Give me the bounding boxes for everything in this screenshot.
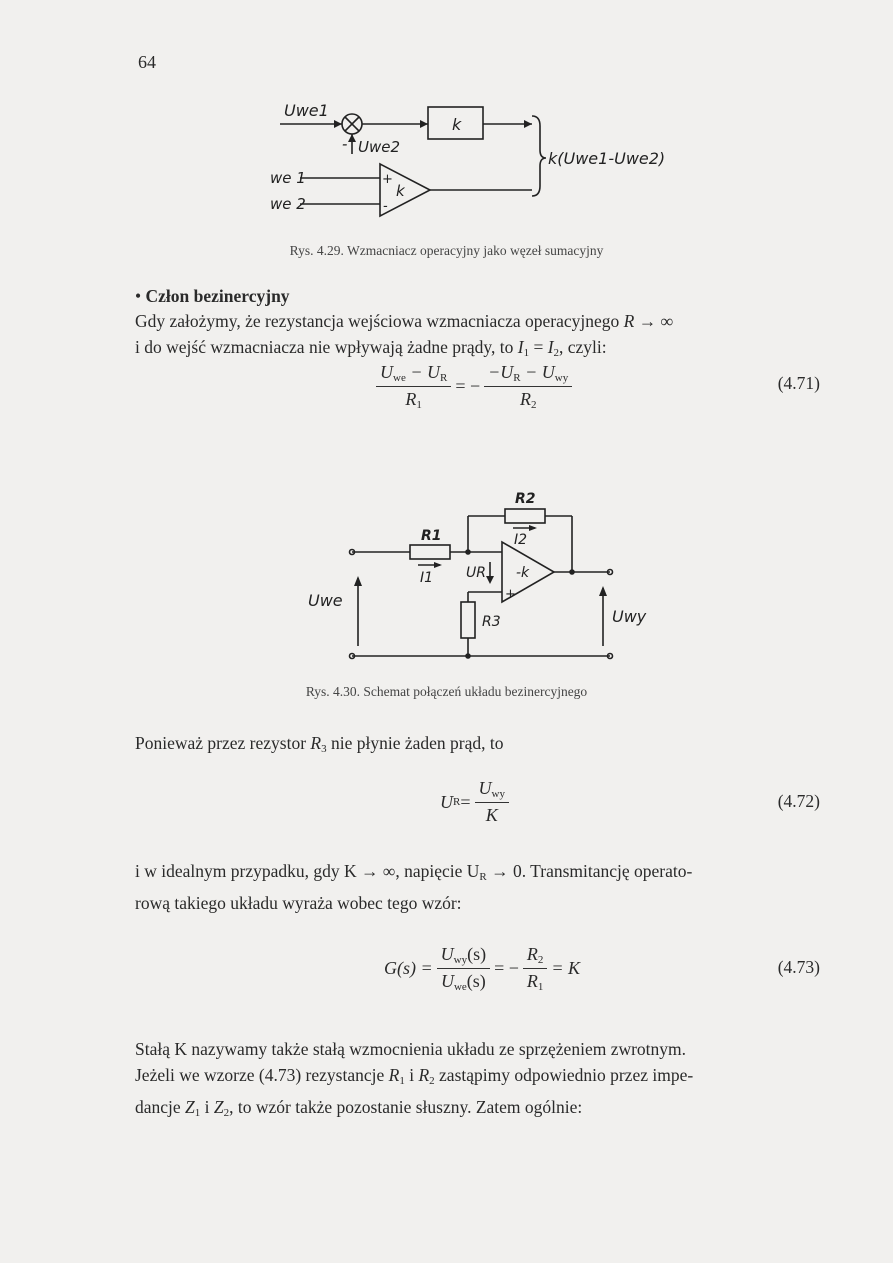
para3-line1: i w idealnym przypadku, gdy K → ∞, napięcie U xyxy=(135,861,480,881)
para1-math-b: R → ∞ xyxy=(623,311,674,331)
label-uwe1: Uwe1 xyxy=(284,101,329,120)
label-i1: I1 xyxy=(420,570,434,586)
eq471-lhs: $\frac{U_{we} - U_R}{R_1}$ xyxy=(376,362,451,411)
equation-4-72: U R = $\frac{U_{wy}}{K}$ xyxy=(440,778,513,826)
label-r1: R1 xyxy=(421,528,442,544)
block-k-label: k xyxy=(452,115,462,134)
para1-eq: = xyxy=(529,337,548,357)
paragraph-4: Stałą K nazywamy także stałą wzmocnienia układu ze sprzężeniem zwrotnym. Jeżeli we wzorze (4.73) rezystancje $R_1$ i $R_2$ zastąpimy odpowiednio przez impe- dancje $Z_1$ i $Z_2$, to wzór także pozostanie słuszny. Zatem ogólnie: xyxy=(135,1039,694,1119)
label-uwe: Uwe xyxy=(308,591,343,610)
label-uwy: Uwy xyxy=(612,607,647,626)
paragraph-1: Gdy założymy, że rezystancja wejściowa wzmacniacza operacyjnego R → ∞ i do wejść wzmacniacza nie wpływają żadne prądy, to $I_1 = I_2$, czyli: xyxy=(135,311,674,359)
equation-4-73: G(s) = $\frac{U_{wy}(s)}{U_{we}(s)}$ = − $\frac{R_2}{R_1}$ = K xyxy=(384,944,581,993)
label-ur: UR xyxy=(466,565,486,581)
label-i2: I2 xyxy=(514,532,528,548)
figure-summing-node xyxy=(270,92,730,232)
equation-4-71 xyxy=(372,362,576,411)
para1-i1: I xyxy=(517,337,524,357)
label-uwe2: Uwe2 xyxy=(358,138,401,156)
para1-text-a: Gdy założymy, że rezystancja wejściowa wzmacniacza operacyjnego xyxy=(135,311,624,331)
output-label: k(Uwe1-Uwe2) xyxy=(548,149,666,168)
label-gain: -k xyxy=(516,565,530,581)
opamp-plus-2: + xyxy=(505,587,516,602)
para1-text-f: , czyli: xyxy=(559,337,607,357)
heading-text: Człon bezinercyjny xyxy=(145,286,290,306)
para1-text-c: i do wejść wzmacniacza nie wpływają żadne prądy, to xyxy=(135,337,518,357)
section-heading xyxy=(135,283,821,309)
label-minus: - xyxy=(342,135,348,153)
page-number: 64 xyxy=(138,52,156,72)
para2-text-b: nie płynie żaden prąd, to xyxy=(326,733,504,753)
label-we2: we 2 xyxy=(270,195,306,213)
eq-number-4-72: (4.72) xyxy=(777,791,820,811)
label-we1: we 1 xyxy=(270,169,306,187)
paragraph-3: i w idealnym przypadku, gdy K → ∞, napięcie $U_R \to 0$. Transmitancję operato- rową takiego układu wyraża wobec tego wzór: xyxy=(135,861,693,913)
label-r3: R3 xyxy=(482,614,501,630)
figure-inverting-amplifier xyxy=(300,490,647,670)
para2-text-a: Ponieważ przez rezystor xyxy=(135,733,311,753)
para3-line2: rową takiego układu wyraża wobec tego wzór: xyxy=(135,893,462,913)
opamp-k-label: k xyxy=(396,182,405,200)
opamp-plus: + xyxy=(382,172,393,187)
para3-line1-end: → 0. Transmitancję operato- xyxy=(486,861,693,881)
para4-line1: Stałą K nazywamy także stałą wzmocnienia układu ze sprzężeniem zwrotnym. xyxy=(135,1039,687,1059)
eq471-mid: = − xyxy=(455,376,481,396)
opamp-minus: - xyxy=(383,199,388,214)
eq-number-4-71: (4.71) xyxy=(777,373,820,393)
bullet-icon: • xyxy=(135,286,146,306)
eq471-rhs: $\frac{-U_R - U_{wy}}{R_2}$ xyxy=(484,362,572,411)
paragraph-2: Ponieważ przez rezystor $R_3$ nie płynie żaden prąd, to xyxy=(135,733,504,755)
figure-caption-4-29: Rys. 4.29. Wzmacniacz operacyjny jako węzeł sumacyjny xyxy=(289,243,604,258)
figure-caption-4-30: Rys. 4.30. Schemat połączeń układu bezinercyjnego xyxy=(305,684,588,699)
eq-number-4-73: (4.73) xyxy=(777,957,820,977)
label-r2: R2 xyxy=(515,491,536,507)
